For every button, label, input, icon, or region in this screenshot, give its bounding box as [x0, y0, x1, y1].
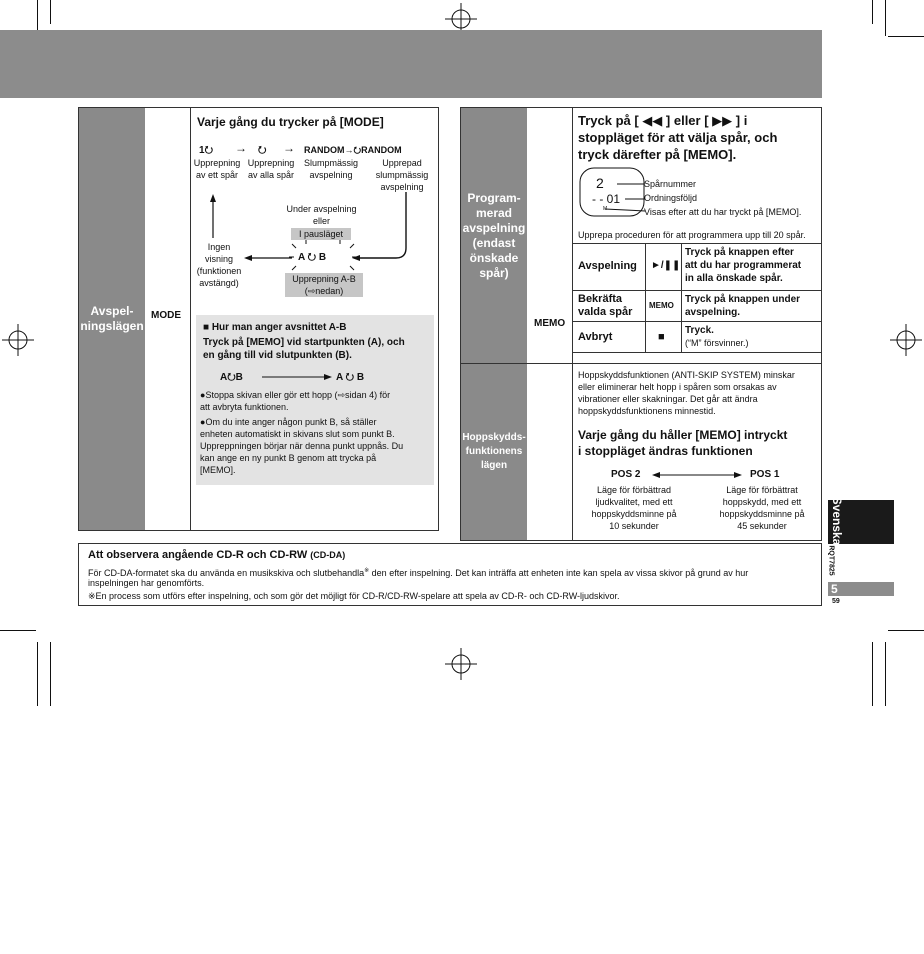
repeat-icon: ⭮ — [307, 252, 317, 263]
table-border — [573, 290, 821, 291]
registration-mark-icon — [2, 324, 34, 356]
antiskip-sidebar-label: Hoppskydds- funktionens lägen — [462, 432, 526, 471]
no-display-desc: Ingen visning (funktionen avstängd) — [196, 242, 242, 288]
pos1-label: POS 1 — [750, 469, 780, 480]
sidebar-label: Avspel- ningslägen — [80, 304, 144, 333]
bullet-icon: ● — [200, 417, 206, 427]
crop-mark — [37, 642, 38, 706]
callout-title: ■ Hur man anger avsnittet A-B — [203, 322, 347, 333]
crop-mark — [50, 0, 51, 24]
repeat-icon: ⭮ — [353, 145, 362, 155]
mode-heading: Varje gång du trycker på [MODE] — [197, 115, 384, 129]
paused-tag: I pausläget — [291, 228, 351, 240]
pos1-desc: Läge för förbättrat hoppskydd, med ett hoppskyddsminne på 45 sekunder — [719, 485, 805, 531]
label-shown-after-memo: Visas efter att du har tryckt på [MEMO]. — [644, 207, 802, 217]
table-row: Tryck på knappen efter att du har programmerat in alla önskade spår. — [685, 247, 802, 284]
table-row: Bekräfta valda spår — [578, 293, 633, 318]
callout-arrow-icon — [262, 372, 334, 382]
ab-indicator: A ⭮ B — [298, 252, 327, 263]
repeat-icon: ⭮ — [227, 372, 236, 383]
display-order: - - 01 — [592, 192, 621, 206]
repeat-icon: ⭮ — [258, 145, 267, 156]
table-row-note: (“M” försvinner.) — [685, 338, 749, 348]
table-row: Avspelning — [578, 260, 637, 272]
arrow-icon: → — [344, 145, 354, 155]
table-row: Tryck på knappen under avspelning. — [685, 294, 801, 318]
desc-repeat-one: Upprepning av ett spår — [193, 158, 241, 180]
antiskip-sidebar — [461, 364, 527, 540]
language-label: Svenska — [830, 496, 844, 546]
notice-footnote: ※En process som utförs efter inspelning, och som gör det möjligt för CD-R/CD-RW-spelare att spela av CD-R- och CD-RW-ljudskivor. — [88, 591, 620, 601]
registration-mark-icon — [445, 648, 477, 680]
table-border — [645, 243, 646, 352]
bullet-icon: ● — [200, 390, 206, 400]
notice-title: Att observera angående CD-R och CD-RW (CD-DA) — [88, 549, 346, 561]
crop-mark — [50, 642, 51, 706]
display-track: 2 — [596, 175, 604, 191]
page-number-big: 5 — [831, 582, 838, 596]
repeat-icon: ⭮ — [345, 372, 355, 383]
desc-random: Slumpmässig avspelning — [303, 158, 359, 180]
table-border — [573, 321, 821, 322]
page-number-small: 59 — [832, 598, 840, 605]
program-sidebar-label: Program- merad avspelning (endast önskade spår) — [462, 190, 526, 280]
double-arrow-icon — [652, 470, 742, 480]
desc-random-repeat: Upprepad slumpmässig avspelning — [375, 158, 429, 192]
crop-mark — [885, 0, 886, 36]
stop-icon: ■ — [658, 331, 665, 343]
callout-bullet: ●Om du inte anger någon punkt B, så ställer enheten automatiskt in skivans slut som punkt B. Uppreppningen börjar när denna punkt uppnås. Du kan ange en ny punkt B genom att trycka på [MEMO]. — [200, 417, 404, 475]
crop-mark — [885, 642, 886, 706]
callout-bullet: ●Stoppa skivan eller gör ett hopp (⇨sidan 4) för att avbryta funktionen. — [200, 390, 391, 412]
play-pause-icon: ►/❚❚ — [651, 260, 681, 271]
antiskip-text: Hoppskyddsfunktionen (ANTI-SKIP SYSTEM) minskar eller eliminerar helt hopp i spåren som orsakas av vibrationer eller skakningar. Det går att ändra hoppskyddsfunktionens minnestid. — [578, 370, 795, 416]
pos2-desc: Läge för förbättrad ljudkvalitet, med ett hoppskyddsminne på 10 sekunder — [591, 485, 677, 531]
ab-result: A ⭮ B — [336, 372, 365, 383]
table-border — [681, 243, 682, 352]
memo-key: MEMO — [649, 301, 674, 310]
divider — [461, 363, 821, 364]
notice-line: inspelningen har genomförts. — [88, 578, 205, 588]
crop-mark — [888, 36, 924, 37]
label-track-number: Spårnummer — [644, 179, 697, 189]
during-play-tag: Under avspelning eller — [286, 204, 357, 226]
callout-instruction: Tryck på [MEMO] vid startpunkten (A), och en gång till vid slutpunkten (B). — [203, 337, 405, 361]
display-memo-mark: M — [603, 206, 608, 212]
label-order: Ordningsföljd — [644, 193, 698, 203]
desc-repeat-all: Upprepning av alla spår — [247, 158, 295, 180]
crop-mark — [872, 642, 873, 706]
program-sidebar — [461, 108, 527, 363]
pos2-label: POS 2 — [611, 469, 641, 480]
table-border — [573, 243, 821, 244]
repeat-icon: ⭮ — [204, 145, 213, 156]
notice-line: För CD-DA-formatet ska du använda en musikskiva och slutbehandla※ den efter inspelning. Det kan inträffa att enheten inte kan spela av vissa skivor på grund av hur — [88, 568, 749, 578]
crop-mark — [872, 0, 873, 24]
registration-mark-icon — [890, 324, 922, 356]
flow-arrow: → — [235, 141, 247, 155]
blink-rays-icon — [288, 240, 358, 274]
ab-repeat-tag: Upprepning A-B (⇨nedan) — [285, 273, 363, 297]
divider — [572, 108, 573, 540]
mode-label: MODE — [151, 310, 181, 321]
ab-blink-example: A⭮B — [220, 372, 243, 383]
playback-modes-sidebar — [79, 108, 145, 530]
flow-arrow: → — [283, 141, 295, 155]
crop-mark — [0, 630, 36, 631]
program-heading: Tryck på [ ◀◀ ] eller [ ▶▶ ] i stoppläget för att välja spår, och tryck därefter på [MEMO]. — [578, 113, 778, 162]
model-code: RQT7825 — [827, 545, 835, 576]
table-row: Avbryt — [578, 331, 613, 343]
antiskip-heading: Varje gång du håller [MEMO] intryckt i stoppläget ändras funktionen — [578, 428, 788, 458]
random-step: RANDOM→⭮RANDOM — [304, 145, 402, 155]
memo-label: MEMO — [534, 318, 566, 329]
repeat-one-step: 1⭮ — [199, 145, 213, 156]
crop-mark — [888, 630, 924, 631]
table-row: Tryck. — [685, 325, 714, 336]
repeat-note: Upprepa proceduren för att programmera upp till 20 spår. — [578, 230, 806, 240]
table-border — [573, 352, 821, 353]
header-band — [0, 30, 822, 98]
